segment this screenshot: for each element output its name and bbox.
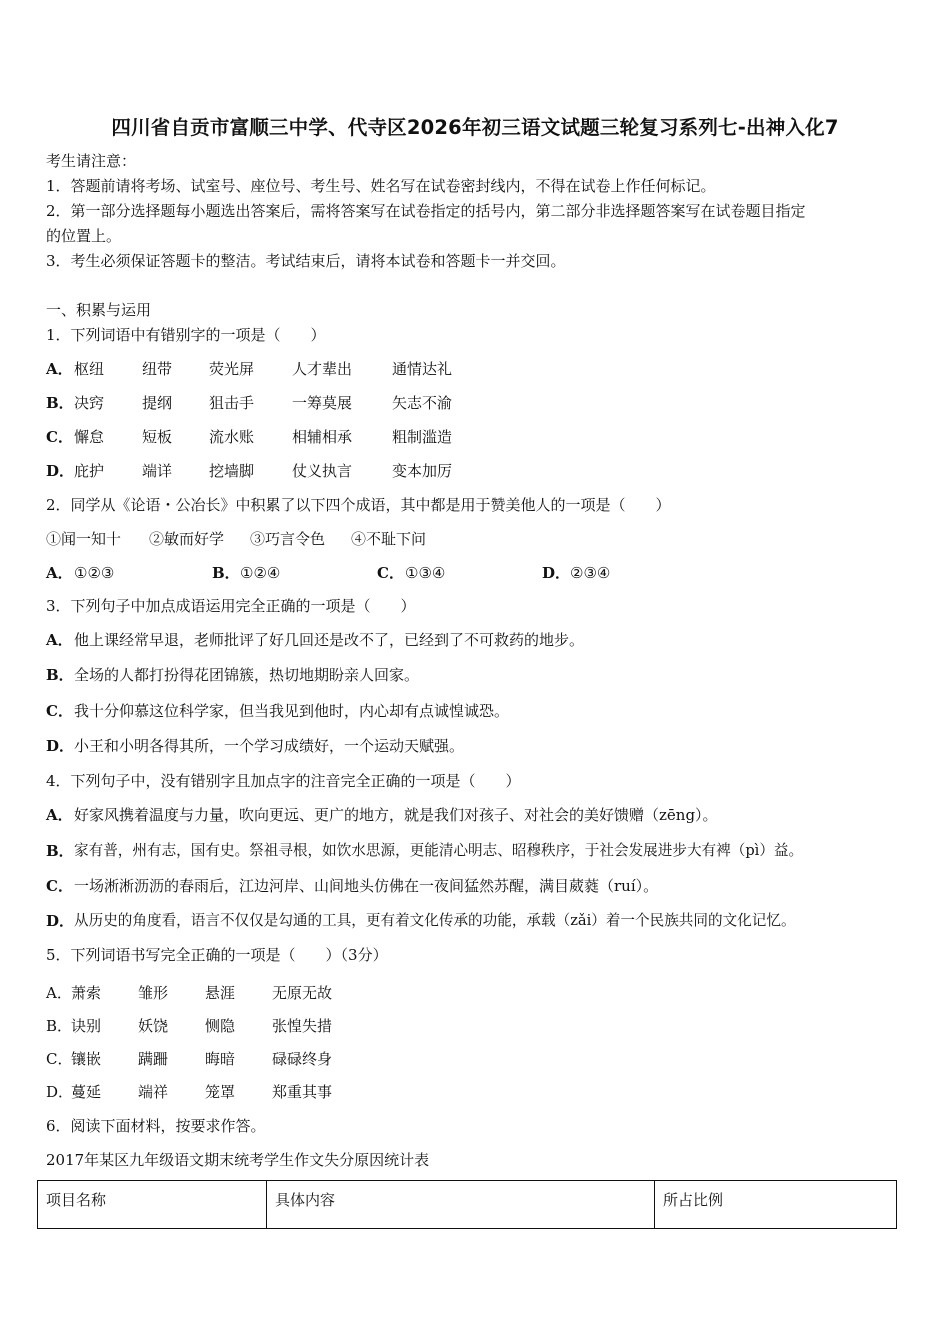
table-header-cell: 项目名称 <box>38 1181 267 1229</box>
option-word: 变本加厉 <box>392 462 453 480</box>
table-caption: 2017年某区九年级语文期末统考学生作文失分原因统计表 <box>46 1151 430 1169</box>
option-word: 懈怠 <box>74 428 105 446</box>
q2-stem: 2．同学从《论语・公冶长》中积累了以下四个成语，其中都是用于赞美他人的一项是（ ） <box>46 496 671 514</box>
option-word: 纽带 <box>142 360 173 378</box>
option-label: C． <box>46 702 73 720</box>
option-label: D． <box>46 1083 74 1101</box>
notice-item-3: 3．考生必须保证答题卡的整洁。考试结束后，请将本试卷和答题卡一并交回。 <box>46 252 566 270</box>
q2-idiom: ④不耻下问 <box>351 530 427 548</box>
option-word: 狙击手 <box>209 394 255 412</box>
option-text: 从历史的角度看，语言不仅仅是勾通的工具，更有着文化传承的功能，承载（zǎi）着一个民族共同的文化记忆。 <box>74 912 796 929</box>
option-word: 粗制滥造 <box>392 428 453 446</box>
notice-heading: 考生请注意： <box>46 152 137 170</box>
option-text: 小王和小明各得其所，一个学习成绩好，一个运动天赋强。 <box>74 737 465 755</box>
option-text: 家有普，州有志，国有史。祭祖寻根，如饮水思源，更能清心明志、昭穆秩序，于社会发展进步大有裨（pì）益。 <box>74 842 804 859</box>
option-word: 妖饶 <box>138 1017 169 1035</box>
option-word: 萧索 <box>71 984 102 1002</box>
option-word: 枢纽 <box>74 360 105 378</box>
option-word: 提纲 <box>142 394 173 412</box>
option-text: 全场的人都打扮得花团锦簇，热切地期盼亲人回家。 <box>74 666 420 684</box>
stats-table <box>37 1180 897 1229</box>
section-heading: 一、积累与运用 <box>46 301 152 319</box>
q4-stem: 4．下列句子中，没有错别字且加点字的注音完全正确的一项是（ ） <box>46 772 521 790</box>
option-word: 荧光屏 <box>209 360 255 378</box>
option-word: 蹒跚 <box>138 1050 169 1068</box>
option-word: 仗义执言 <box>292 462 353 480</box>
option-word: 悬涯 <box>205 984 236 1002</box>
option-text: ①③④ <box>405 564 446 582</box>
q2-idiom: ②敏而好学 <box>149 530 225 548</box>
option-label: A． <box>46 984 72 1002</box>
option-word: 通情达礼 <box>392 360 453 378</box>
option-label: C． <box>46 877 73 895</box>
option-label: A． <box>46 564 73 582</box>
option-word: 蔓延 <box>71 1083 102 1101</box>
option-label: D． <box>46 912 75 930</box>
option-word: 张惶失措 <box>272 1017 333 1035</box>
q6-stem: 6．阅读下面材料，按要求作答。 <box>46 1117 266 1135</box>
q2-idiom: ③巧言令色 <box>250 530 326 548</box>
option-label: D． <box>46 462 75 480</box>
option-word: 端详 <box>142 462 173 480</box>
option-word: 恻隐 <box>205 1017 236 1035</box>
option-word: 一筹莫展 <box>292 394 353 412</box>
option-label: C． <box>46 428 73 446</box>
option-text: 好家风携着温度与力量，吹向更远、更广的地方，就是我们对孩子、对社会的美好馈赠（zēng）。 <box>74 806 718 824</box>
option-label: D． <box>542 564 571 582</box>
q2-idiom: ①闻一知十 <box>46 530 122 548</box>
q1-stem: 1．下列词语中有错别字的一项是（ ） <box>46 326 326 344</box>
option-word: 端祥 <box>138 1083 169 1101</box>
table-header-cell: 所占比例 <box>655 1181 897 1229</box>
option-text: ②③④ <box>570 564 611 582</box>
option-word: 笼罩 <box>205 1083 236 1101</box>
option-label: B． <box>46 1017 73 1035</box>
option-word: 镶嵌 <box>71 1050 102 1068</box>
option-label: B． <box>46 394 74 412</box>
option-word: 无原无故 <box>272 984 333 1002</box>
option-word: 郑重其事 <box>272 1083 333 1101</box>
option-word: 短板 <box>142 428 173 446</box>
option-label: A． <box>46 631 73 649</box>
table-header-row <box>38 1181 897 1229</box>
option-word: 决窍 <box>74 394 105 412</box>
exam-title: 四川省自贡市富顺三中学、代寺区2026年初三语文试题三轮复习系列七-出神入化7 <box>111 116 839 139</box>
option-word: 矢志不渝 <box>392 394 453 412</box>
option-text: 一场淅淅沥沥的春雨后，江边河岸、山间地头仿佛在一夜间猛然苏醒，满目葳蕤（ruí）。 <box>74 877 659 895</box>
option-word: 挖墙脚 <box>209 462 255 480</box>
option-label: D． <box>46 737 75 755</box>
option-word: 流水账 <box>209 428 255 446</box>
option-word: 人才辈出 <box>292 360 353 378</box>
option-text: ①②④ <box>240 564 281 582</box>
option-label: C． <box>46 1050 73 1068</box>
option-label: A． <box>46 806 73 824</box>
option-text: 我十分仰慕这位科学家，但当我见到他时，内心却有点诚惶诚恐。 <box>74 702 510 720</box>
option-word: 碌碌终身 <box>272 1050 333 1068</box>
option-text: 他上课经常早退，老师批评了好几回还是改不了，已经到了不可救药的地步。 <box>74 631 585 649</box>
option-word: 晦暗 <box>205 1050 236 1068</box>
option-label: B． <box>212 564 240 582</box>
notice-item-2: 2．第一部分选择题每小题选出答案后，需将答案写在试卷指定的括号内，第二部分非选择题答案写在试卷题目指定 <box>46 202 806 220</box>
q5-stem: 5．下列词语书写完全正确的一项是（ ）（3分） <box>46 946 388 964</box>
option-label: A． <box>46 360 73 378</box>
table-header-cell: 具体内容 <box>267 1181 655 1229</box>
option-label: C． <box>377 564 404 582</box>
option-label: B． <box>46 666 74 684</box>
option-word: 雏形 <box>138 984 169 1002</box>
option-word: 庇护 <box>74 462 105 480</box>
option-word: 诀别 <box>71 1017 102 1035</box>
notice-item-2-cont: 的位置上。 <box>46 227 122 245</box>
option-word: 相辅相承 <box>292 428 353 446</box>
option-label: B． <box>46 842 74 860</box>
option-text: ①②③ <box>74 564 115 582</box>
q3-stem: 3．下列句子中加点成语运用完全正确的一项是（ ） <box>46 597 416 615</box>
notice-item-1: 1．答题前请将考场、试室号、座位号、考生号、姓名写在试卷密封线内，不得在试卷上作任何标记。 <box>46 177 716 195</box>
